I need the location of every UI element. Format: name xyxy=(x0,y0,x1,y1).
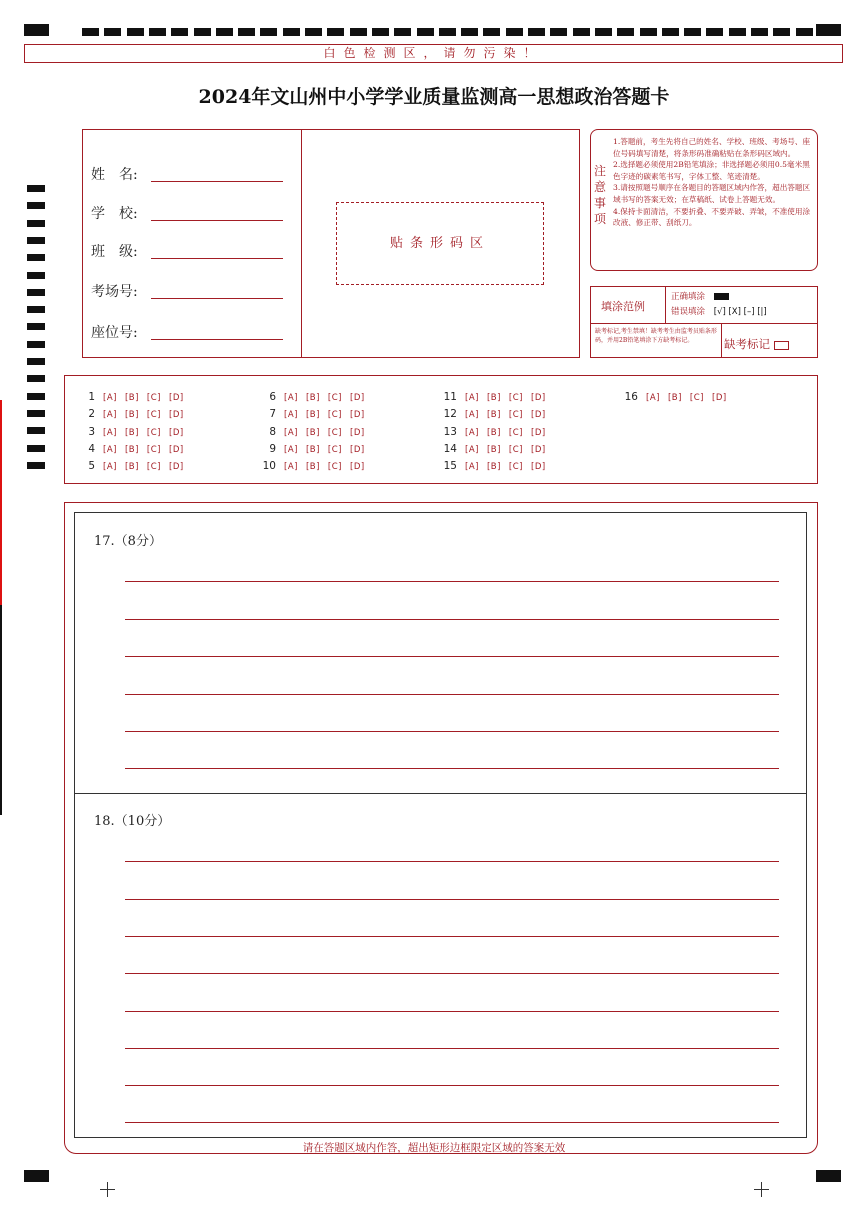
timing-mark xyxy=(640,28,657,36)
timing-mark xyxy=(550,28,567,36)
timing-mark xyxy=(439,28,456,36)
timing-mark xyxy=(461,28,478,36)
timing-mark xyxy=(327,28,344,36)
timing-mark xyxy=(27,220,45,227)
timing-mark xyxy=(796,28,813,36)
name-field[interactable]: 姓 名: xyxy=(91,164,138,184)
left-edge-red-bar xyxy=(0,400,2,605)
class-field[interactable]: 班 级: xyxy=(91,241,138,261)
registration-cross-left xyxy=(100,1182,115,1197)
timing-mark xyxy=(417,28,434,36)
timing-mark xyxy=(27,272,45,279)
answer-line[interactable] xyxy=(125,973,779,974)
notes-box xyxy=(590,129,818,271)
option-bubble[interactable]: [A] xyxy=(284,427,298,438)
seat-number-field[interactable]: 座位号: xyxy=(91,322,138,342)
timing-mark xyxy=(260,28,277,36)
option-bubble[interactable]: [D] xyxy=(531,410,546,421)
option-bubble[interactable]: [A] xyxy=(465,462,479,473)
option-bubble[interactable]: [C] xyxy=(146,444,161,455)
option-bubble[interactable]: [C] xyxy=(146,462,161,473)
question-5 xyxy=(79,460,192,472)
option-bubble[interactable]: [C] xyxy=(508,427,523,438)
option-bubble[interactable]: [D] xyxy=(531,427,546,438)
question-number: 14 xyxy=(443,442,457,455)
option-bubble[interactable]: [B] xyxy=(124,462,139,473)
timing-mark xyxy=(27,410,45,417)
option-bubble[interactable]: [A] xyxy=(284,393,298,403)
corner-mark-bottom-right xyxy=(816,1170,841,1182)
question-number: 4 xyxy=(88,442,95,455)
timing-mark xyxy=(238,28,255,36)
absent-mark-box xyxy=(590,323,818,358)
correct-fill: 正确填涂 xyxy=(671,290,729,302)
absent-checkbox[interactable] xyxy=(774,341,789,350)
option-bubble[interactable]: [C] xyxy=(327,393,342,403)
question-8 xyxy=(260,426,373,438)
option-bubble[interactable]: [A] xyxy=(465,444,479,455)
option-bubble[interactable]: [C] xyxy=(327,410,342,421)
timing-mark xyxy=(149,28,166,36)
question-1 xyxy=(79,391,192,403)
option-bubble[interactable]: [A] xyxy=(284,410,298,421)
option-bubble[interactable]: [B] xyxy=(305,444,320,455)
notes-heading: 注意事项 xyxy=(594,164,607,226)
timing-mark xyxy=(729,28,746,36)
timing-mark xyxy=(372,28,389,36)
timing-mark xyxy=(27,462,45,469)
fill-example-label: 填涂范例 xyxy=(601,300,645,313)
option-bubble[interactable]: [A] xyxy=(103,444,117,455)
option-bubble[interactable]: [A] xyxy=(284,444,298,455)
option-bubble[interactable]: [A] xyxy=(103,393,117,403)
corner-mark-top-right xyxy=(816,24,841,36)
timing-mark xyxy=(394,28,411,36)
multiple-choice-area xyxy=(64,375,818,484)
timing-mark xyxy=(27,254,45,261)
option-bubble[interactable]: [D] xyxy=(169,427,184,438)
option-bubble[interactable]: [C] xyxy=(508,444,523,455)
question-number: 11 xyxy=(443,391,457,403)
timing-mark xyxy=(171,28,188,36)
question-number: 5 xyxy=(88,460,95,473)
answer-line[interactable] xyxy=(125,1048,779,1049)
timing-mark xyxy=(127,28,144,36)
option-bubble[interactable]: [D] xyxy=(350,444,365,455)
timing-mark xyxy=(27,237,45,244)
answer-line[interactable] xyxy=(125,656,779,657)
corner-mark-bottom-left xyxy=(24,1170,49,1182)
timing-mark xyxy=(483,28,500,36)
question-14 xyxy=(441,443,554,455)
question-number: 12 xyxy=(443,408,457,421)
option-bubble[interactable]: [A] xyxy=(465,393,479,403)
timing-mark xyxy=(27,445,45,452)
option-bubble[interactable]: [D] xyxy=(169,393,184,403)
option-bubble[interactable]: [C] xyxy=(146,427,161,438)
absent-note: 缺考标记,考生禁填！缺考考生由监考员贴条形码，并用2B铅笔填涂下方缺考标记。 xyxy=(595,328,717,344)
answer-line[interactable] xyxy=(125,1122,779,1123)
question-number: 7 xyxy=(269,408,276,421)
option-bubble[interactable]: [C] xyxy=(327,427,342,438)
fill-example-box xyxy=(590,286,818,324)
option-bubble[interactable]: [C] xyxy=(508,393,523,403)
timing-mark xyxy=(27,341,45,348)
school-field[interactable]: 学 校: xyxy=(91,203,138,223)
timing-mark xyxy=(684,28,701,36)
answer-line[interactable] xyxy=(125,861,779,862)
option-bubble[interactable]: [D] xyxy=(350,427,365,438)
timing-mark xyxy=(573,28,590,36)
absent-mark[interactable]: 缺考标记 xyxy=(724,336,789,352)
question-18-label: 18.（10分） xyxy=(94,814,171,829)
question-13 xyxy=(441,426,554,438)
notes-text: 1.答题前，考生先将自己的姓名、学校、班级、考场号、座位号码填写清楚，将条形码准确粘贴在条形码区域内。 2.选择题必须使用2B铅笔填涂；非选择题必须用0.5毫米黑色字迹的碳素笔书写，字体工整、笔迹清楚。 3.请按照题号顺序在各题目的答题区域内作答，超出答题区域书写的答案无效；在草稿纸、试卷上答题无效。 4.保持卡面清洁，不要折叠、不要弄破、弄皱，不准使用涂改液、修正带、刮纸刀。 xyxy=(613,137,811,228)
timing-mark xyxy=(305,28,322,36)
option-bubble[interactable]: [B] xyxy=(486,444,501,455)
answer-line[interactable] xyxy=(125,619,779,620)
timing-mark xyxy=(662,28,679,36)
question-9 xyxy=(260,443,373,455)
option-bubble[interactable]: [C] xyxy=(689,393,704,403)
option-bubble[interactable]: [A] xyxy=(103,410,117,421)
option-bubble[interactable]: [A] xyxy=(103,427,117,438)
option-bubble[interactable]: [B] xyxy=(124,427,139,438)
option-bubble[interactable]: [D] xyxy=(531,462,546,473)
question-3 xyxy=(79,426,192,438)
option-bubble[interactable]: [B] xyxy=(124,444,139,455)
question-number: 6 xyxy=(269,391,276,403)
option-bubble[interactable]: [D] xyxy=(169,410,184,421)
option-bubble[interactable]: [C] xyxy=(327,462,342,473)
answer-line[interactable] xyxy=(125,936,779,937)
answer-line[interactable] xyxy=(125,694,779,695)
info-divider xyxy=(301,130,302,357)
timing-mark xyxy=(216,28,233,36)
timing-mark xyxy=(27,427,45,434)
option-bubble[interactable]: [C] xyxy=(508,462,523,473)
timing-mark xyxy=(595,28,612,36)
question-12 xyxy=(441,408,554,420)
question-number: 13 xyxy=(443,425,457,438)
answer-line[interactable] xyxy=(125,1011,779,1012)
timing-mark xyxy=(706,28,723,36)
option-bubble[interactable]: [B] xyxy=(305,393,320,403)
option-bubble[interactable]: [C] xyxy=(146,410,161,421)
question-16 xyxy=(622,391,735,403)
timing-mark xyxy=(283,28,300,36)
timing-mark xyxy=(27,375,45,382)
option-bubble[interactable]: [B] xyxy=(305,462,320,473)
question-7 xyxy=(260,408,373,420)
timing-mark xyxy=(82,28,99,36)
option-bubble[interactable]: [B] xyxy=(486,427,501,438)
option-bubble[interactable]: [C] xyxy=(146,393,161,403)
answer-line[interactable] xyxy=(125,1085,779,1086)
timing-mark xyxy=(27,306,45,313)
timing-mark xyxy=(104,28,121,36)
timing-mark xyxy=(27,323,45,330)
timing-mark xyxy=(27,358,45,365)
question-number: 2 xyxy=(88,408,95,421)
option-bubble[interactable]: [D] xyxy=(531,444,546,455)
left-edge-black-bar xyxy=(0,605,2,815)
question-6 xyxy=(260,391,373,403)
question-number: 10 xyxy=(262,460,276,473)
question-number: 16 xyxy=(624,391,638,403)
answer-line[interactable] xyxy=(125,581,779,582)
corner-mark-top-left xyxy=(24,24,49,36)
timing-mark xyxy=(194,28,211,36)
answer-line[interactable] xyxy=(125,731,779,732)
option-bubble[interactable]: [B] xyxy=(667,393,682,403)
option-bubble[interactable]: [C] xyxy=(508,410,523,421)
answer-line[interactable] xyxy=(125,768,779,769)
question-number: 8 xyxy=(269,425,276,438)
wrong-fill: 错误填涂 [√] [X] [–] [|] xyxy=(671,307,767,317)
option-bubble[interactable]: [B] xyxy=(305,427,320,438)
question-number: 1 xyxy=(88,391,95,403)
option-bubble[interactable]: [D] xyxy=(531,393,546,403)
timing-mark xyxy=(27,185,45,192)
option-bubble[interactable]: [D] xyxy=(350,410,365,421)
option-bubble[interactable]: [A] xyxy=(465,410,479,421)
timing-mark xyxy=(350,28,367,36)
timing-mark xyxy=(27,289,45,296)
question-number: 15 xyxy=(443,460,457,473)
question-11 xyxy=(441,391,554,403)
option-bubble[interactable]: [D] xyxy=(350,393,365,403)
white-detection-zone-banner: 白色检测区，请勿污染！ xyxy=(24,44,843,63)
registration-cross-right xyxy=(754,1182,769,1197)
option-bubble[interactable]: [D] xyxy=(169,444,184,455)
exam-room-field[interactable]: 考场号: xyxy=(91,281,138,301)
bottom-note: 请在答题区域内作答，超出矩形边框限定区域的答案无效 xyxy=(302,1142,566,1154)
timing-mark xyxy=(27,202,45,209)
option-bubble[interactable]: [B] xyxy=(124,410,139,421)
option-bubble[interactable]: [D] xyxy=(169,462,184,473)
option-bubble[interactable]: [B] xyxy=(486,410,501,421)
option-bubble[interactable]: [A] xyxy=(103,462,117,473)
question-2 xyxy=(79,408,192,420)
timing-mark xyxy=(27,393,45,400)
timing-mark xyxy=(617,28,634,36)
question-10 xyxy=(260,460,373,472)
option-bubble[interactable]: [B] xyxy=(486,393,501,403)
barcode-area[interactable]: 贴条形码区 xyxy=(336,202,544,285)
question-4 xyxy=(79,443,192,455)
option-bubble[interactable]: [D] xyxy=(350,462,365,473)
answer-line[interactable] xyxy=(125,899,779,900)
question-divider xyxy=(74,793,806,794)
option-bubble[interactable]: [A] xyxy=(465,427,479,438)
question-15 xyxy=(441,460,554,472)
option-bubble[interactable]: [C] xyxy=(327,444,342,455)
page-title: 2024年文山州中小学学业质量监测高一思想政治答题卡 xyxy=(198,86,670,108)
question-number: 9 xyxy=(269,442,276,455)
subjective-inner-frame xyxy=(74,512,807,1138)
timing-mark xyxy=(773,28,790,36)
filled-box-icon xyxy=(714,293,729,300)
question-number: 3 xyxy=(88,425,95,438)
option-bubble[interactable]: [B] xyxy=(124,393,139,403)
timing-mark xyxy=(751,28,768,36)
timing-mark xyxy=(528,28,545,36)
question-17-label: 17.（8分） xyxy=(94,534,162,549)
timing-mark xyxy=(506,28,523,36)
option-bubble[interactable]: [A] xyxy=(646,393,660,403)
option-bubble[interactable]: [D] xyxy=(712,393,727,403)
option-bubble[interactable]: [A] xyxy=(284,462,298,473)
option-bubble[interactable]: [B] xyxy=(486,462,501,473)
option-bubble[interactable]: [B] xyxy=(305,410,320,421)
